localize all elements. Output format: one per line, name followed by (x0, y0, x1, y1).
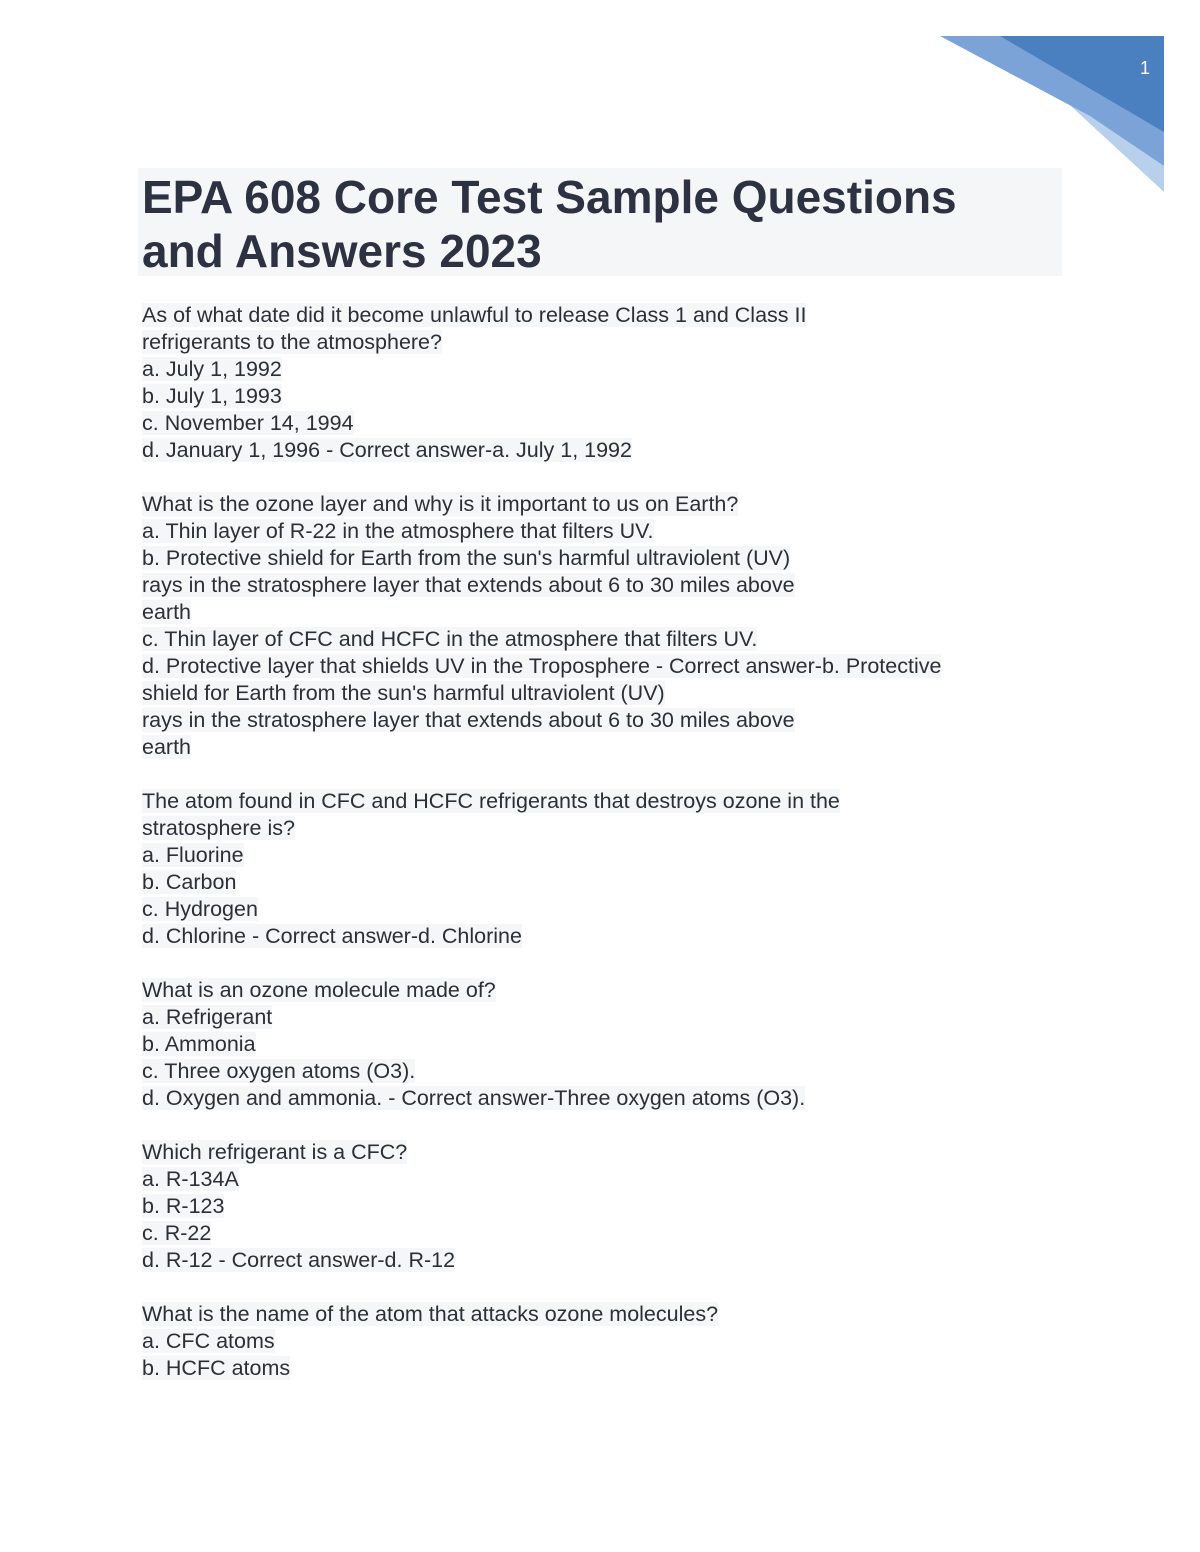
question-block-2 (142, 491, 1042, 761)
answer-option: a. R-134A (142, 1167, 239, 1191)
answer-option: c. Three oxygen atoms (O3). (142, 1059, 416, 1083)
answer-option: b. July 1, 1993 (142, 384, 282, 408)
answer-option: c. R-22 (142, 1221, 212, 1245)
answer-option-with-correct: d. R-12 - Correct answer-d. R-12 (142, 1248, 456, 1272)
question-block-1 (142, 302, 1042, 464)
answer-option: a. July 1, 1992 (142, 357, 282, 381)
question-line: What is an ozone molecule made of? (142, 978, 496, 1002)
answer-option: b. Carbon (142, 870, 237, 894)
question-block-3 (142, 788, 1042, 950)
answer-option: a. Thin layer of R-22 in the atmosphere that filters UV. (142, 519, 654, 543)
answer-option-with-correct: d. Oxygen and ammonia. - Correct answer-Three oxygen atoms (O3). (142, 1086, 806, 1110)
answer-option-with-correct: d. Protective layer that shields UV in the Troposphere - Correct answer-b. Protective (142, 654, 942, 678)
page-number: 1 (1139, 58, 1150, 78)
correct-answer-continued: shield for Earth from the sun's harmful ultraviolent (UV) (142, 681, 665, 705)
answer-option: c. Thin layer of CFC and HCFC in the atmosphere that filters UV. (142, 627, 758, 651)
answer-option-with-correct: d. Chlorine - Correct answer-d. Chlorine (142, 924, 522, 948)
answer-option-continued: rays in the stratosphere layer that extends about 6 to 30 miles above (142, 573, 795, 597)
answer-option: c. Hydrogen (142, 897, 258, 921)
answer-option-continued: earth (142, 600, 192, 624)
question-block-6 (142, 1301, 1042, 1382)
correct-answer-continued: earth (142, 735, 192, 759)
questions-list (142, 302, 1042, 1409)
answer-option: c. November 14, 1994 (142, 411, 354, 435)
question-line: stratosphere is? (142, 816, 295, 840)
question-line: refrigerants to the atmosphere? (142, 330, 442, 354)
correct-answer-continued: rays in the stratosphere layer that extends about 6 to 30 miles above (142, 708, 795, 732)
question-block-4 (142, 977, 1042, 1112)
question-block-5 (142, 1139, 1042, 1274)
answer-option: a. CFC atoms (142, 1329, 275, 1353)
answer-option: a. Refrigerant (142, 1005, 273, 1029)
answer-option: b. HCFC atoms (142, 1356, 291, 1380)
answer-option: b. Ammonia (142, 1032, 256, 1056)
document-title: EPA 608 Core Test Sample Questions and Answers 2023 (142, 171, 957, 277)
answer-option: b. Protective shield for Earth from the sun's harmful ultraviolent (UV) (142, 546, 791, 570)
answer-option-with-correct: d. January 1, 1996 - Correct answer-a. July 1, 1992 (142, 438, 632, 462)
question-line: Which refrigerant is a CFC? (142, 1140, 408, 1164)
question-line: What is the name of the atom that attacks ozone molecules? (142, 1302, 719, 1326)
answer-option: b. R-123 (142, 1194, 225, 1218)
question-line: The atom found in CFC and HCFC refrigerants that destroys ozone in the (142, 789, 840, 813)
answer-option: a. Fluorine (142, 843, 244, 867)
question-line: As of what date did it become unlawful to release Class 1 and Class II (142, 303, 807, 327)
question-line: What is the ozone layer and why is it important to us on Earth? (142, 492, 739, 516)
